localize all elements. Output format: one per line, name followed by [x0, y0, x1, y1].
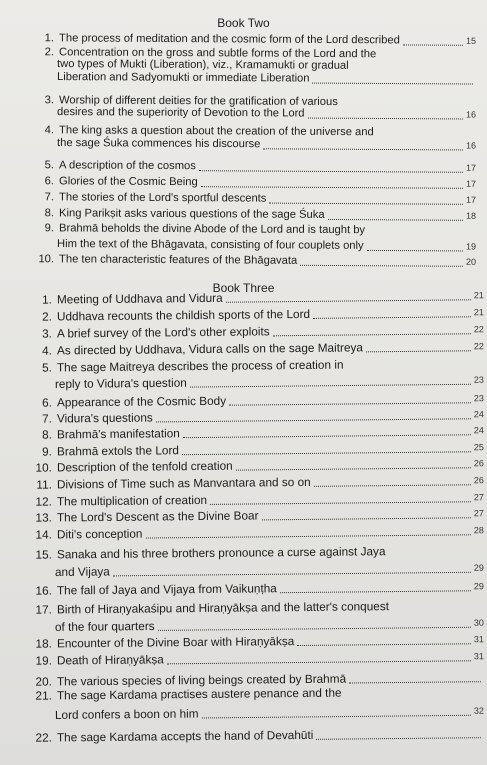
toc-page-number: 27: [473, 508, 484, 519]
toc-entry-number: 22.: [35, 730, 52, 745]
toc-entry-number: 6.: [44, 175, 55, 188]
toc-entry-number: 8.: [42, 427, 52, 442]
toc-entry-line: [0, 600, 389, 617]
toc-page-number: 26: [473, 475, 484, 486]
toc-page-number: 25: [473, 442, 484, 453]
leader-dots: [158, 626, 471, 631]
toc-entry-title: desires and the superiority of Devotion to the Lord: [57, 106, 305, 120]
toc-entry-title: A description of the cosmos: [59, 159, 196, 173]
toc-entry-title: The sage Maitreya describes the process of creation in: [56, 357, 344, 375]
toc-page-number: 28: [473, 525, 484, 536]
toc-page-number: 16: [465, 140, 477, 151]
toc-page-number: 22: [473, 341, 484, 352]
toc-entry-line: [0, 491, 484, 509]
toc-entry-title: The process of meditation and the cosmic form of the Lord described: [59, 32, 400, 47]
toc-entry-number: 9.: [42, 444, 52, 459]
toc-entry-title: A brief survey of the Lord's other exploits: [56, 324, 270, 341]
toc-entry-title: Description of the tenfold creation: [56, 458, 233, 475]
toc-entry-number: 5.: [44, 159, 55, 172]
toc-entry-number: 11.: [36, 477, 52, 492]
toc-entry-title: The fall of Jaya and Vijaya from Vaikuṇṭha: [56, 581, 277, 598]
leader-dots: [201, 185, 463, 189]
leader-dots: [190, 383, 471, 388]
leader-dots: [366, 349, 471, 352]
toc-entry-line: [52, 238, 476, 254]
toc-entry-line: [0, 222, 365, 237]
toc-entry-title: Birth of Hiraṇyakaśipu and Hiraṇyākṣa and the latter's conquest: [56, 599, 390, 617]
toc-entry-title: Meeting of Uddhava and Vidura: [56, 290, 223, 307]
toc-entry-line: [0, 306, 484, 324]
leader-dots: [349, 680, 481, 683]
toc-page-number: 18: [465, 210, 477, 221]
toc-entry-line: [0, 392, 484, 410]
toc-entry-line: [52, 106, 476, 122]
leader-dots: [229, 401, 471, 405]
toc-entry-number: 8.: [44, 207, 55, 220]
toc-page-number: 17: [465, 178, 477, 189]
toc-entry-line: [50, 562, 484, 579]
toc-entry-title: Uddhava recounts the childish sports of the Lord: [56, 306, 311, 324]
toc-entry-title: As directed by Uddhava, Vidura calls on the sage Maitreya: [56, 340, 364, 358]
toc-page-number: 20: [465, 256, 477, 267]
toc-entry-title: The various species of living beings created by Brahmā: [56, 671, 347, 689]
leader-dots: [297, 642, 471, 646]
toc-entry-title: Liberation and Sadyomukti or immediate Liberation: [57, 71, 310, 85]
toc-entry-number: 7.: [42, 411, 52, 426]
toc-page-number: 23: [473, 393, 484, 404]
toc-entry-title: The sage Kardama practises austere penance and the: [56, 685, 342, 703]
leader-dots: [273, 332, 471, 336]
toc-entry-number: 12.: [35, 494, 52, 509]
toc-entry-line: [0, 207, 476, 223]
toc-page-number: 29: [473, 562, 484, 573]
toc-entry-title: Brahmā extols the Lord: [56, 443, 179, 459]
toc-page-number: 27: [473, 492, 484, 503]
toc-entry-title: The multiplication of creation: [56, 492, 208, 509]
toc-entry-number: 14.: [35, 527, 52, 542]
toc-page-number: 17: [465, 162, 477, 173]
toc-entry-line: [0, 524, 484, 542]
leader-dots: [312, 82, 473, 85]
toc-page-number: 26: [473, 458, 484, 469]
toc-page-number: 17: [465, 194, 477, 205]
toc-entry-title: two types of Mukti (Liberation), viz., Kramamukti or gradual: [57, 58, 349, 72]
toc-entry-title: of the four quarters: [54, 618, 155, 634]
toc-entry-number: 21.: [35, 688, 52, 703]
toc-entry-line: [0, 457, 484, 475]
toc-entry-line: [0, 289, 484, 307]
toc-entry-line: [0, 340, 484, 358]
book-three-heading: Book Three: [212, 281, 275, 295]
toc-page-number: 22: [473, 324, 484, 335]
leader-dots: [113, 571, 471, 577]
toc-entry-number: 16.: [35, 583, 52, 598]
toc-entry-title: Lord confers a boon on him: [54, 706, 199, 722]
leader-dots: [182, 450, 471, 455]
toc-entry-line: [0, 253, 476, 269]
toc-page-number: 15: [465, 35, 477, 46]
toc-entry-title: The Lord's Descent as the Divine Boar: [56, 508, 259, 525]
leader-dots: [156, 417, 471, 422]
toc-entry-line: [50, 617, 484, 634]
toc-entry-line: [0, 687, 342, 703]
toc-entry-number: 20.: [35, 674, 52, 689]
toc-entry-number: 10.: [38, 253, 55, 266]
leader-dots: [313, 315, 471, 319]
toc-page-number: 24: [473, 425, 484, 436]
toc-entry-number: 1.: [42, 292, 52, 307]
toc-entry-number: 2.: [42, 309, 52, 324]
toc-entry-line: [0, 408, 484, 426]
toc-entry-title: Brahmā's manifestation: [56, 426, 180, 442]
toc-entry-title: Appearance of the Cosmic Body: [56, 393, 227, 410]
toc-page-number: 21: [473, 307, 484, 318]
toc-entry-title: Worship of different deities for the gratification of various: [59, 94, 338, 109]
leader-dots: [145, 533, 470, 538]
toc-entry-line: [0, 323, 484, 341]
toc-entry-title: Him the text of the Bhāgavata, consisting of four couplets only: [57, 238, 364, 252]
toc-entry-title: The sage Kardama accepts the hand of Devahūti: [56, 727, 314, 745]
toc-entry-title: Sanaka and his three brothers pronounce a curse against Jaya: [56, 544, 386, 562]
toc-entry-number: 17.: [35, 602, 52, 617]
leader-dots: [183, 433, 471, 438]
toc-entry-title: and Vijaya: [54, 564, 110, 579]
leader-dots: [269, 202, 463, 205]
leader-dots: [226, 298, 471, 302]
toc-entry-line: [52, 71, 476, 87]
toc-entry-number: 13.: [35, 510, 52, 525]
toc-page-number: 16: [465, 109, 477, 120]
toc-entry-title: Glories of the Cosmic Being: [59, 175, 198, 189]
toc-entry-line: [0, 650, 484, 668]
leader-dots: [280, 589, 471, 593]
toc-entry-line: [0, 159, 476, 175]
toc-entry-number: 6.: [42, 395, 52, 410]
toc-entry-line: [0, 580, 484, 598]
toc-entry-title: Brahmā beholds the divine Abode of the Lord and is taught by: [59, 222, 366, 237]
toc-entry-number: 10.: [35, 460, 52, 475]
toc-entry-number: 15.: [35, 547, 52, 562]
toc-page-number: 31: [473, 634, 484, 645]
leader-dots: [262, 516, 471, 520]
toc-entry-title: Divisions of Time such as Manvantara and so on: [56, 474, 311, 492]
leader-dots: [316, 736, 481, 740]
leader-dots: [167, 659, 471, 664]
toc-entry-line: [52, 137, 476, 153]
toc-entry-title: Encounter of the Divine Boar with Hiraṇyākṣa: [56, 634, 295, 651]
toc-entry-title: Concentration on the gross and subtle forms of the Lord and the: [59, 46, 377, 61]
leader-dots: [300, 264, 463, 267]
leader-dots: [314, 483, 471, 487]
toc-entry-line: [0, 727, 484, 745]
toc-entry-line: [50, 374, 484, 391]
toc-entry-title: the sage Śuka commences his discourse: [57, 137, 261, 151]
toc-page-number: 23: [473, 374, 484, 385]
toc-page-number: 30: [473, 617, 484, 628]
toc-page-number: 21: [473, 290, 484, 301]
toc-entry-number: 1.: [44, 32, 55, 45]
toc-entry-number: 9.: [44, 222, 55, 235]
book-two-heading: Book Two: [217, 16, 270, 30]
toc-page-number: 19: [465, 241, 477, 252]
toc-entry-line: [0, 424, 484, 442]
toc-entry-title: Death of Hiraṇyākṣa: [56, 652, 164, 668]
toc-entry-number: 18.: [35, 636, 52, 651]
leader-dots: [308, 117, 463, 120]
toc-entry-line: [0, 359, 344, 375]
leader-dots: [210, 500, 471, 505]
toc-entry-number: 4.: [44, 124, 55, 137]
toc-entry-number: 19.: [35, 653, 52, 668]
leader-dots: [236, 466, 471, 470]
toc-entry-line: [0, 545, 386, 562]
toc-entry-number: 3.: [42, 326, 52, 341]
toc-page-number: 32: [473, 705, 484, 716]
leader-dots: [403, 43, 463, 45]
toc-entry-title: reply to Vidura's question: [54, 375, 187, 391]
toc-entry-line: [0, 633, 484, 651]
toc-entry-number: 5.: [42, 360, 52, 375]
toc-entry-title: The stories of the Lord's sportful descents: [59, 191, 267, 205]
toc-page-number: 29: [473, 581, 484, 592]
toc-entry-number: 4.: [42, 343, 52, 358]
leader-dots: [199, 169, 463, 173]
toc-page-number: 24: [473, 409, 484, 420]
toc-entry-title: The king asks a question about the creation of the universe and: [59, 124, 374, 139]
toc-entry-line: [50, 705, 484, 722]
toc-entry-line: [0, 474, 484, 492]
toc-entry-number: 3.: [44, 94, 55, 107]
toc-entry-line: [0, 175, 476, 191]
toc-entry-title: The ten characteristic features of the Bhāgavata: [59, 253, 298, 267]
toc-entry-number: 2.: [44, 46, 55, 59]
toc-entry-line: [0, 441, 484, 459]
toc-page-number: 31: [473, 651, 484, 662]
leader-dots: [328, 218, 463, 221]
toc-entry-line: [0, 191, 476, 207]
leader-dots: [202, 714, 471, 719]
leader-dots: [263, 147, 463, 150]
toc-entry-title: King Parikṣit asks various questions of the sage Śuka: [59, 207, 325, 221]
leader-dots: [367, 249, 463, 252]
toc-entry-line: [0, 507, 484, 525]
toc-entry-title: Vidura's questions: [56, 410, 153, 426]
toc-entry-number: 7.: [44, 191, 55, 204]
toc-entry-title: Diti's conception: [56, 526, 143, 542]
